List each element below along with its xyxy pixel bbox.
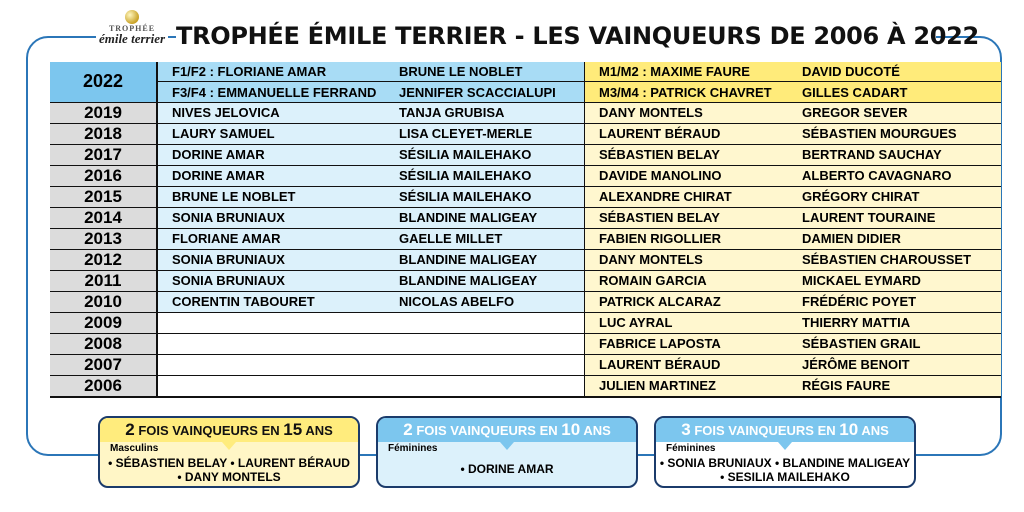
- winners-table: [50, 62, 1001, 398]
- summary-box-women-3-times: [654, 416, 916, 488]
- table-row-2022a: [50, 62, 1001, 82]
- women-winner-1: [157, 62, 399, 82]
- pointer-triangle: [778, 442, 792, 450]
- box-header: [378, 418, 636, 442]
- women-winner-1: NIVES JELOVICA: [157, 102, 399, 123]
- women-winner-2: JENNIFER SCACCIALUPI: [399, 82, 585, 102]
- men-winner-2: FRÉDÉRIC POYET: [802, 291, 1001, 312]
- table-row: [50, 333, 1001, 354]
- year-cell: 2016: [50, 165, 157, 186]
- men-winner-2: GREGOR SEVER: [802, 102, 1001, 123]
- men-winner-1: JULIEN MARTINEZ: [585, 375, 803, 397]
- women-winner-1: LAURY SAMUEL: [157, 123, 399, 144]
- box-category: Féminines: [388, 443, 438, 454]
- box-years: 15: [283, 420, 303, 439]
- summary-box-women-2-times: [376, 416, 638, 488]
- men-winner-1: ALEXANDRE CHIRAT: [585, 186, 803, 207]
- women-winner-1: [157, 354, 399, 375]
- men-winner-1: DAVIDE MANOLINO: [585, 165, 803, 186]
- year-cell: 2014: [50, 207, 157, 228]
- page-title: TROPHÉE ÉMILE TERRIER - LES VAINQUEURS DE 2006 À 2022: [176, 18, 936, 54]
- women-winner-1: DORINE AMAR: [157, 165, 399, 186]
- women-winner-2: [399, 375, 585, 397]
- women-winner-1: [157, 375, 399, 397]
- men-winner-1: DANY MONTELS: [585, 249, 803, 270]
- men-winner-2: DAMIEN DIDIER: [802, 228, 1001, 249]
- category-prefix: M1/M2 :: [599, 64, 647, 80]
- table-row: [50, 375, 1001, 397]
- men-winner-2: DAVID DUCOTÉ: [802, 62, 1001, 82]
- table-row: [50, 207, 1001, 228]
- winner-name: PATRICK CHAVRET: [650, 84, 772, 100]
- box-unit: ANS: [858, 423, 889, 438]
- women-winner-1: [157, 333, 399, 354]
- box-unit: ANS: [580, 423, 611, 438]
- men-winner-2: THIERRY MATTIA: [802, 312, 1001, 333]
- box-header: [656, 418, 914, 442]
- women-winner-1: CORENTIN TABOURET: [157, 291, 399, 312]
- men-winner-2: ALBERTO CAVAGNARO: [802, 165, 1001, 186]
- year-cell: 2012: [50, 249, 157, 270]
- men-winner-2: SÉBASTIEN MOURGUES: [802, 123, 1001, 144]
- box-count: 2: [403, 420, 413, 439]
- table-row: [50, 270, 1001, 291]
- trophy-logo: [96, 8, 168, 48]
- box-category: Féminines: [666, 443, 716, 454]
- women-winner-2: NICOLAS ABELFO: [399, 291, 585, 312]
- year-cell: 2009: [50, 312, 157, 333]
- women-winner-2: GAELLE MILLET: [399, 228, 585, 249]
- women-winner-1: SONIA BRUNIAUX: [157, 270, 399, 291]
- men-winner-1: [585, 82, 803, 102]
- women-winner-2: BLANDINE MALIGEAY: [399, 249, 585, 270]
- table-row: [50, 249, 1001, 270]
- table-row: [50, 186, 1001, 207]
- year-cell: 2018: [50, 123, 157, 144]
- box-years: 10: [839, 420, 859, 439]
- box-count: 3: [681, 420, 691, 439]
- box-names-line1: • DORINE AMAR: [460, 462, 554, 476]
- table-row: [50, 354, 1001, 375]
- men-winner-2: RÉGIS FAURE: [802, 375, 1001, 397]
- men-winner-2: GRÉGORY CHIRAT: [802, 186, 1001, 207]
- year-cell: 2013: [50, 228, 157, 249]
- pointer-triangle: [222, 442, 236, 450]
- men-winner-2: GILLES CADART: [802, 82, 1001, 102]
- year-cell: 2008: [50, 333, 157, 354]
- women-winner-1: [157, 312, 399, 333]
- women-winner-2: [399, 333, 585, 354]
- men-winner-2: BERTRAND SAUCHAY: [802, 144, 1001, 165]
- table-row-2022b: [50, 82, 1001, 102]
- box-label: FOIS VAINQUEURS EN: [134, 423, 284, 438]
- winner-name: MAXIME FAURE: [650, 64, 750, 80]
- winner-name: FLORIANE AMAR: [217, 64, 327, 80]
- men-winner-2: SÉBASTIEN CHAROUSSET: [802, 249, 1001, 270]
- women-winner-1: SONIA BRUNIAUX: [157, 207, 399, 228]
- table-row: [50, 291, 1001, 312]
- category-prefix: F1/F2 :: [172, 64, 214, 80]
- table-row: [50, 312, 1001, 333]
- women-winner-2: SÉSILIA MAILEHAKO: [399, 165, 585, 186]
- men-winner-2: LAURENT TOURAINE: [802, 207, 1001, 228]
- women-winner-2: BLANDINE MALIGEAY: [399, 270, 585, 291]
- women-winner-2: TANJA GRUBISA: [399, 102, 585, 123]
- women-winner-1: BRUNE LE NOBLET: [157, 186, 399, 207]
- women-winner-2: LISA CLEYET-MERLE: [399, 123, 585, 144]
- men-winner-1: LAURENT BÉRAUD: [585, 354, 803, 375]
- table-row: [50, 144, 1001, 165]
- logo-line1: TROPHÉE: [108, 24, 156, 33]
- box-label: FOIS VAINQUEURS EN: [690, 423, 840, 438]
- pointer-triangle: [500, 442, 514, 450]
- women-winner-2: SÉSILIA MAILEHAKO: [399, 186, 585, 207]
- men-winner-1: SÉBASTIEN BELAY: [585, 207, 803, 228]
- box-names-line1: • SONIA BRUNIAUX • BLANDINE MALIGEAY: [659, 456, 911, 470]
- men-winner-1: FABRICE LAPOSTA: [585, 333, 803, 354]
- year-cell: 2015: [50, 186, 157, 207]
- women-winner-1: [157, 82, 399, 102]
- year-cell: 2006: [50, 375, 157, 397]
- men-winner-1: ROMAIN GARCIA: [585, 270, 803, 291]
- box-years: 10: [561, 420, 581, 439]
- category-prefix: M3/M4 :: [599, 84, 647, 100]
- category-prefix: F3/F4 :: [172, 84, 214, 100]
- logo-line2: émile terrier: [98, 31, 166, 46]
- men-winner-1: PATRICK ALCARAZ: [585, 291, 803, 312]
- table-row: [50, 228, 1001, 249]
- table-row: [50, 123, 1001, 144]
- box-names-line1: • SÉBASTIEN BELAY • LAURENT BÉRAUD: [108, 456, 350, 470]
- year-cell: 2007: [50, 354, 157, 375]
- year-cell: 2019: [50, 102, 157, 123]
- year-cell: 2017: [50, 144, 157, 165]
- box-count: 2: [125, 420, 135, 439]
- box-category: Masculins: [110, 443, 159, 454]
- winner-name: EMMANUELLE FERRAND: [217, 84, 377, 100]
- men-winner-1: FABIEN RIGOLLIER: [585, 228, 803, 249]
- year-cell: 2010: [50, 291, 157, 312]
- men-winner-1: [585, 62, 803, 82]
- men-winner-1: LAURENT BÉRAUD: [585, 123, 803, 144]
- women-winner-2: SÉSILIA MAILEHAKO: [399, 144, 585, 165]
- men-winner-1: SÉBASTIEN BELAY: [585, 144, 803, 165]
- women-winner-2: BRUNE LE NOBLET: [399, 62, 585, 82]
- year-cell: 2022: [50, 62, 157, 102]
- women-winner-1: SONIA BRUNIAUX: [157, 249, 399, 270]
- petanque-ball-icon: [125, 10, 139, 24]
- box-names-line2: • SESILIA MAILEHAKO: [720, 470, 850, 484]
- women-winner-2: [399, 354, 585, 375]
- men-winner-1: LUC AYRAL: [585, 312, 803, 333]
- men-winner-2: SÉBASTIEN GRAIL: [802, 333, 1001, 354]
- summary-box-men-15-years: [98, 416, 360, 488]
- box-label: FOIS VAINQUEURS EN: [412, 423, 562, 438]
- table-row: [50, 102, 1001, 123]
- men-winner-1: DANY MONTELS: [585, 102, 803, 123]
- women-winner-1: DORINE AMAR: [157, 144, 399, 165]
- table-row: [50, 165, 1001, 186]
- box-unit: ANS: [302, 423, 333, 438]
- women-winner-2: BLANDINE MALIGEAY: [399, 207, 585, 228]
- box-names-line2: • DANY MONTELS: [177, 470, 281, 484]
- box-header: [100, 418, 358, 442]
- year-cell: 2011: [50, 270, 157, 291]
- men-winner-2: MICKAEL EYMARD: [802, 270, 1001, 291]
- women-winner-2: [399, 312, 585, 333]
- men-winner-2: JÉRÔME BENOIT: [802, 354, 1001, 375]
- women-winner-1: FLORIANE AMAR: [157, 228, 399, 249]
